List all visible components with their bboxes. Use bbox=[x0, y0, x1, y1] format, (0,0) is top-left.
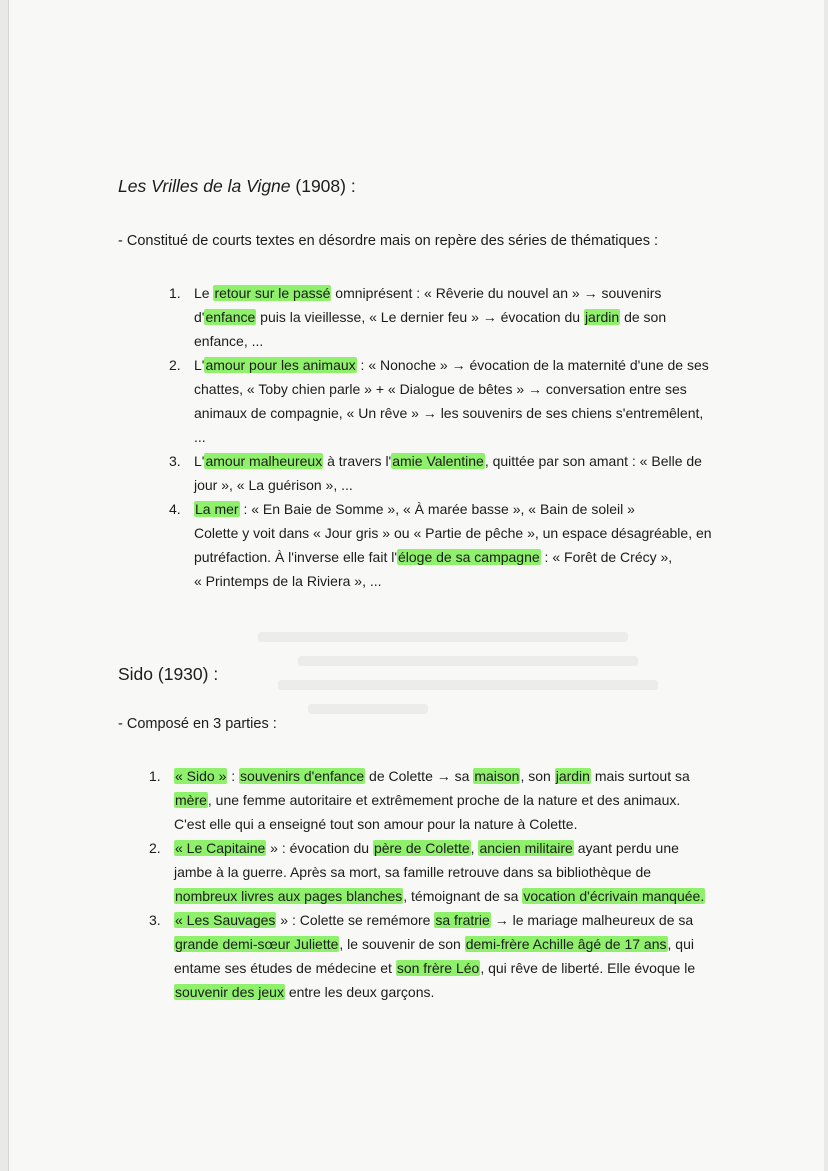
text-line bbox=[174, 884, 754, 908]
highlighted-text: demi-frère Achille âgé de 17 ans bbox=[465, 936, 667, 952]
text-segment: C'est elle qui a enseigné tout son amour pour la nature à Colette. bbox=[174, 816, 578, 832]
text-segment: chattes, « Toby chien parle » + « Dialogue de bêtes » → conversation entre ses bbox=[194, 381, 687, 397]
highlighted-text: La mer bbox=[195, 501, 239, 517]
text-line bbox=[194, 305, 754, 329]
highlighted-text: père de Colette bbox=[373, 840, 470, 856]
text-line bbox=[174, 812, 754, 836]
text-line bbox=[194, 521, 754, 545]
text-segment: puis la vieillesse, « Le dernier feu » → évocation du bbox=[256, 309, 584, 325]
text-segment: : « Forêt de Crécy », bbox=[540, 549, 673, 565]
text-line bbox=[194, 377, 754, 401]
text-segment: ayant perdu une bbox=[573, 840, 679, 856]
highlighted-text: son frère Léo bbox=[396, 960, 480, 976]
list-item bbox=[169, 449, 754, 497]
text-segment: » : évocation du bbox=[266, 840, 373, 856]
text-line bbox=[174, 764, 754, 788]
text-segment: de Colette → sa bbox=[365, 768, 474, 784]
text-segment: , bbox=[470, 840, 479, 856]
text-line bbox=[194, 569, 754, 593]
highlighted-text: vocation d'écrivain manquée. bbox=[523, 888, 705, 904]
text-segment: Colette y voit dans « Jour gris » ou « Partie de pêche », un espace désagréable, en bbox=[194, 525, 712, 541]
text-segment: L' bbox=[194, 453, 205, 469]
section-title-main: Sido bbox=[118, 664, 154, 684]
bleed-through-mark bbox=[258, 632, 628, 642]
text-segment: : bbox=[227, 768, 240, 784]
document-page bbox=[8, 0, 824, 1171]
text-segment: entame ses études de médecine et bbox=[174, 960, 396, 976]
highlighted-text: « Les Sauvages bbox=[175, 912, 276, 928]
highlighted-text: enfance bbox=[205, 309, 256, 325]
text-segment: à travers l' bbox=[323, 453, 392, 469]
text-line bbox=[194, 281, 754, 305]
text-segment: : « Nonoche » → évocation de la maternité d'une de ses bbox=[356, 357, 709, 373]
text-line bbox=[174, 860, 754, 884]
bleed-through-mark bbox=[298, 656, 638, 666]
highlighted-text: souvenir des jeux bbox=[175, 984, 284, 1000]
highlighted-text: amie Valentine bbox=[392, 453, 484, 469]
text-segment: « Printemps de la Riviera », ... bbox=[194, 573, 382, 589]
highlighted-text: jardin bbox=[584, 309, 620, 325]
text-line bbox=[174, 932, 754, 956]
list-number: 3. bbox=[149, 912, 161, 928]
text-segment: , qui rêve de liberté. Elle évoque le bbox=[480, 960, 696, 976]
list-item bbox=[149, 908, 754, 1004]
text-segment: , qui bbox=[667, 936, 694, 952]
list-item bbox=[169, 281, 754, 353]
text-segment: de son bbox=[620, 309, 667, 325]
text-line bbox=[194, 353, 754, 377]
text-segment: d' bbox=[194, 309, 205, 325]
highlighted-text: grande demi-sœur Juliette bbox=[175, 936, 339, 952]
list-item bbox=[149, 836, 754, 908]
section-intro-vrilles: - Constitué de courts textes en désordre mais on repère des séries de thématiques : bbox=[118, 233, 659, 249]
section-intro-sido: - Composé en 3 parties : bbox=[118, 716, 277, 732]
list-item bbox=[169, 353, 754, 449]
bleed-through-mark bbox=[278, 680, 658, 690]
parts-list-sido bbox=[149, 764, 754, 1004]
highlighted-text: « Sido » bbox=[175, 768, 227, 784]
text-line bbox=[194, 329, 754, 353]
text-line bbox=[174, 908, 754, 932]
text-segment: omniprésent : « Rêverie du nouvel an » → souvenirs bbox=[331, 285, 662, 301]
text-segment: , une femme autoritaire et extrêmement proche de la nature et des animaux. bbox=[207, 792, 681, 808]
text-line bbox=[194, 473, 754, 497]
list-number: 2. bbox=[149, 840, 161, 856]
section-title-italic: Les Vrilles de la Vigne bbox=[118, 176, 291, 196]
text-segment: entre les deux garçons. bbox=[284, 984, 435, 1000]
text-segment: : « En Baie de Somme », « À marée basse », « Bain de soleil » bbox=[239, 501, 635, 517]
highlighted-text: amour pour les animaux bbox=[205, 357, 356, 373]
text-segment: jambe à la guerre. Après sa mort, sa famille retrouve dans sa bibliothèque de bbox=[174, 864, 652, 880]
text-line bbox=[194, 401, 754, 425]
highlighted-text: jardin bbox=[555, 768, 590, 784]
text-segment: mais surtout sa bbox=[590, 768, 690, 784]
text-segment: ... bbox=[194, 429, 206, 445]
list-item bbox=[149, 764, 754, 836]
text-line bbox=[194, 449, 754, 473]
text-line bbox=[194, 425, 754, 449]
highlighted-text: nombreux livres aux pages blanches bbox=[175, 888, 403, 904]
list-number: 1. bbox=[149, 768, 161, 784]
list-number: 3. bbox=[169, 453, 181, 469]
section-title-sido bbox=[118, 664, 218, 685]
text-segment: , le souvenir de son bbox=[339, 936, 465, 952]
highlighted-text: « Le Capitaine bbox=[175, 840, 266, 856]
text-segment: enfance, ... bbox=[194, 333, 264, 349]
text-segment: , son bbox=[520, 768, 555, 784]
highlighted-text: sa fratrie bbox=[435, 912, 490, 928]
highlighted-text: ancien militaire bbox=[479, 840, 573, 856]
text-line bbox=[174, 956, 754, 980]
highlighted-text: mère bbox=[175, 792, 207, 808]
list-number: 1. bbox=[169, 285, 181, 301]
text-segment: , quittée par son amant : « Belle de bbox=[484, 453, 702, 469]
text-line bbox=[174, 836, 754, 860]
text-segment: » : Colette se remémore bbox=[276, 912, 435, 928]
bleed-through-mark bbox=[308, 704, 428, 714]
text-segment: jour », « La guérison », ... bbox=[194, 477, 353, 493]
section-title-year: (1930) : bbox=[153, 664, 219, 684]
list-number: 4. bbox=[169, 501, 181, 517]
section-title-vrilles bbox=[118, 176, 356, 197]
highlighted-text: amour malheureux bbox=[205, 453, 323, 469]
text-line bbox=[194, 545, 754, 569]
section-title-year: (1908) : bbox=[290, 176, 356, 196]
text-segment: Le bbox=[194, 285, 214, 301]
theme-list-vrilles bbox=[169, 281, 754, 593]
text-line bbox=[174, 980, 754, 1004]
text-line bbox=[194, 497, 754, 521]
text-segment: , témoignant de sa bbox=[403, 888, 523, 904]
list-number: 2. bbox=[169, 357, 181, 373]
list-item bbox=[169, 497, 754, 593]
text-segment: L' bbox=[194, 357, 205, 373]
highlighted-text: retour sur le passé bbox=[214, 285, 331, 301]
highlighted-text: éloge de sa campagne bbox=[398, 549, 540, 565]
highlighted-text: maison bbox=[474, 768, 520, 784]
text-segment: animaux de compagnie, « Un rêve » → les souvenirs de ses chiens s'entremêlent, bbox=[194, 405, 704, 421]
highlighted-text: souvenirs d'enfance bbox=[240, 768, 365, 784]
text-segment: → le mariage malheureux de sa bbox=[490, 912, 694, 928]
text-segment: putréfaction. À l'inverse elle fait l' bbox=[194, 549, 397, 565]
text-line bbox=[174, 788, 754, 812]
